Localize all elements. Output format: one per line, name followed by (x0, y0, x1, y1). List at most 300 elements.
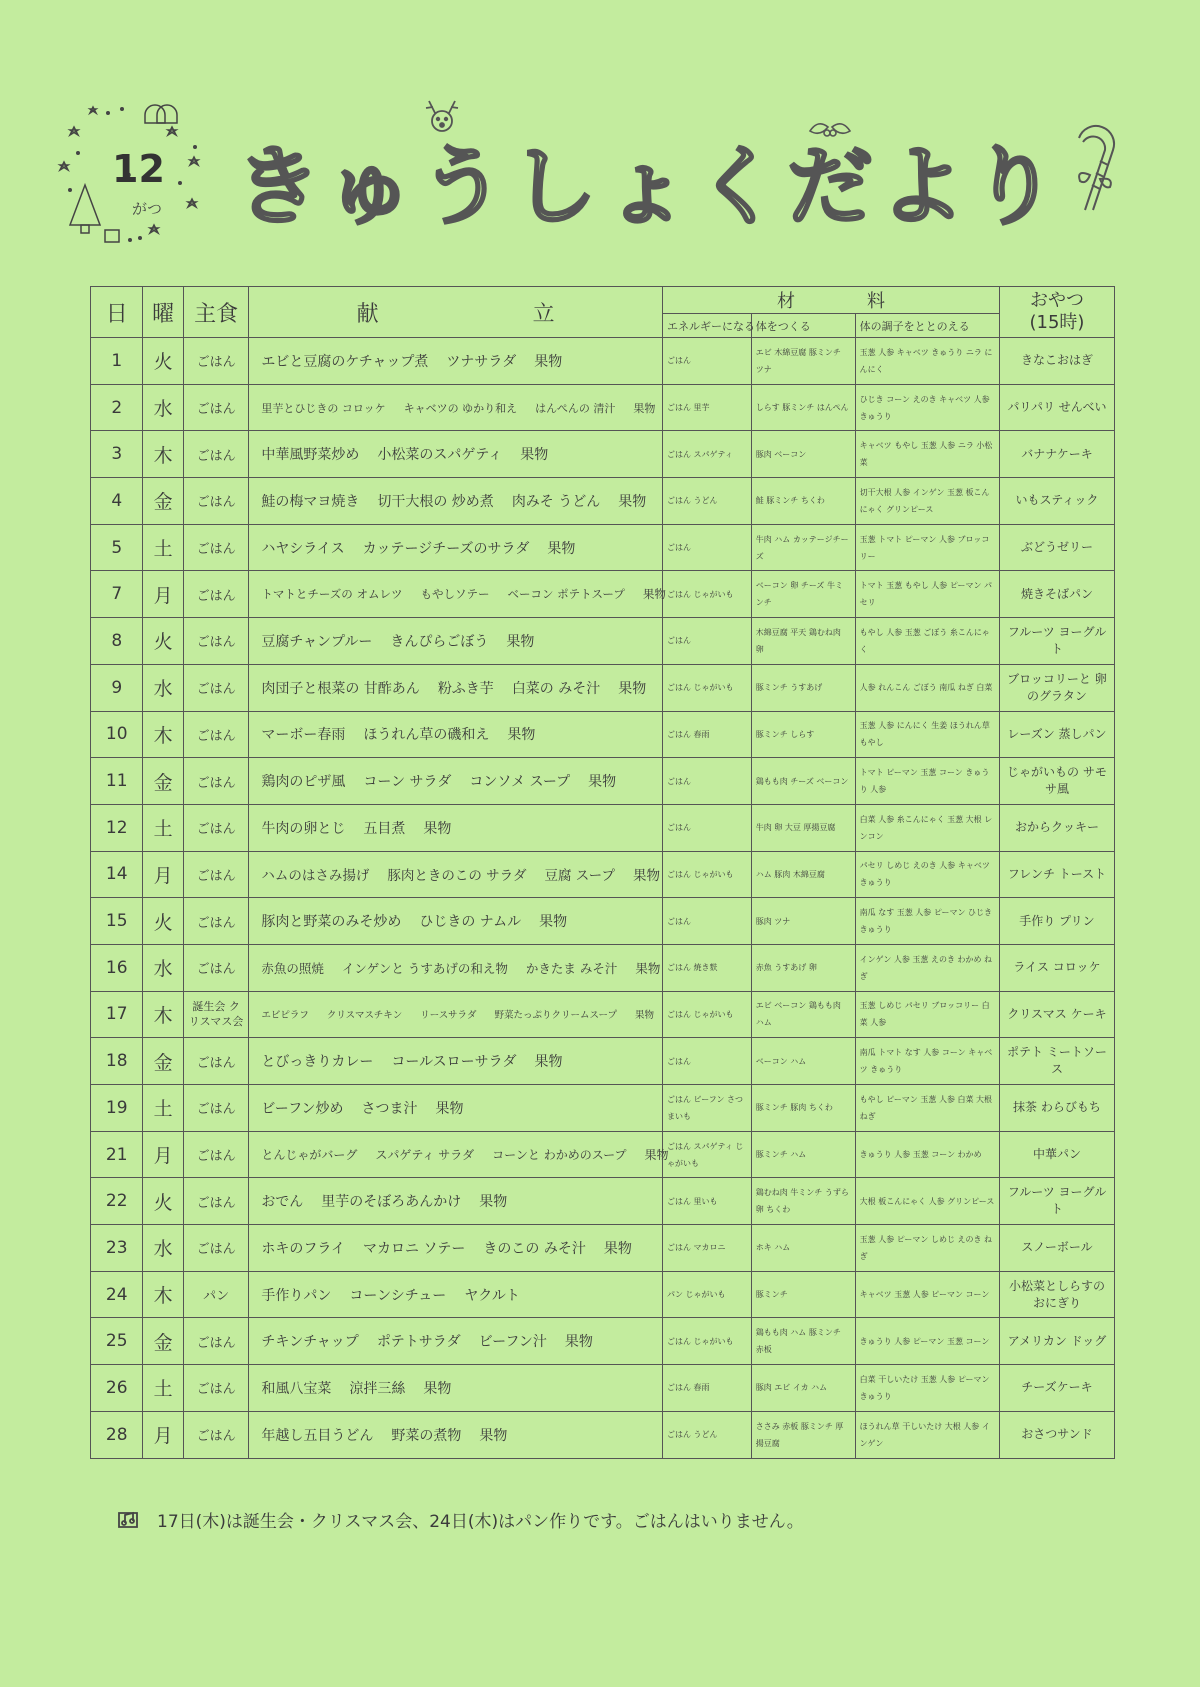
weekday-cell: 水 (143, 384, 183, 431)
dish-item: 中華風野菜炒め (261, 447, 360, 464)
body-ingredients-cell: ささみ 赤板 豚ミンチ 厚揚豆腐 (751, 1411, 855, 1458)
header-ingredients: 材 料 (662, 287, 999, 314)
month-unit-label: がつ (132, 200, 163, 218)
condition-ingredients-cell: 南瓜 トマト なす 人参 コーン キャベツ きゅうり (855, 1038, 999, 1085)
energy-ingredients-cell: ごはん ビーフン さつまいも (662, 1085, 751, 1132)
dish-item: 果物 (534, 353, 563, 370)
day-cell: 23 (91, 1225, 143, 1272)
dish-item: 肉みそ うどん (511, 493, 601, 510)
day-cell: 17 (91, 991, 143, 1038)
dish-item: ひじきの ナムル (419, 914, 522, 931)
dish-item: 果物 (642, 587, 666, 602)
dish-item: 豆腐 スープ (544, 868, 615, 885)
menu-row (91, 1318, 1115, 1365)
header-snack (999, 287, 1114, 338)
dish-item: 果物 (633, 401, 656, 415)
dish-item: きんぴらごぼう (390, 633, 489, 650)
day-cell: 22 (91, 1178, 143, 1225)
energy-ingredients-cell: ごはん 里いも (662, 1178, 751, 1225)
header-snack-time: (15時) (1029, 312, 1085, 333)
dish-item: 果物 (632, 868, 660, 885)
dish-list (261, 491, 658, 511)
dish-item: 果物 (635, 960, 661, 976)
header-condition: 体の調子をととのえる (855, 314, 999, 338)
energy-ingredients-cell: ごはん (662, 898, 751, 945)
snack-cell: パリパリ せんべい (999, 384, 1114, 431)
dish-item: ベーコン ポテトスープ (507, 587, 625, 602)
dish-item: マーボー春雨 (261, 727, 346, 744)
body-ingredients-cell: エビ 木綿豆腐 豚ミンチ ツナ (751, 338, 855, 385)
dish-item: 豆腐チャンプルー (261, 633, 373, 650)
header-snack-label: おやつ (1029, 290, 1084, 311)
staple-cell: ごはん (183, 1131, 249, 1178)
header-body: 体をつくる (751, 314, 855, 338)
dish-item: 野菜たっぷりクリームスープ (494, 1010, 618, 1022)
energy-ingredients-cell: ごはん (662, 758, 751, 805)
menu-cell (249, 711, 663, 758)
energy-ingredients-cell: ごはん スパゲティ (662, 431, 751, 478)
staple-cell: ごはん (183, 944, 249, 991)
condition-ingredients-cell: きゅうり 人参 ピーマン 玉葱 コーン (855, 1318, 999, 1365)
dish-item: トマトとチーズの オムレツ (261, 587, 403, 602)
day-cell: 4 (91, 478, 143, 525)
menu-row (91, 991, 1115, 1038)
day-cell: 12 (91, 804, 143, 851)
footer-note-area (115, 1505, 804, 1533)
day-cell: 15 (91, 898, 143, 945)
staple-cell: ごはん (183, 851, 249, 898)
menu-cell (249, 1318, 663, 1365)
body-ingredients-cell: 豚ミンチ しらす (751, 711, 855, 758)
dish-item: 里芋とひじきの コロッケ (261, 401, 386, 415)
menu-row (91, 1085, 1115, 1132)
body-ingredients-cell: 豚ミンチ 豚肉 ちくわ (751, 1085, 855, 1132)
energy-ingredients-cell: ごはん じゃがいも (662, 664, 751, 711)
energy-ingredients-cell: ごはん (662, 524, 751, 571)
day-cell: 11 (91, 758, 143, 805)
menu-cell (249, 1225, 663, 1272)
dish-item: 牛肉の卵とじ (261, 820, 346, 837)
menu-cell (249, 1178, 663, 1225)
condition-ingredients-cell: トマト 玉葱 もやし 人参 ピーマン パセリ (855, 571, 999, 618)
weekday-cell: 金 (143, 1038, 183, 1085)
reindeer-icon (420, 93, 464, 137)
dish-item: コーンと わかめのスープ (492, 1148, 627, 1163)
body-ingredients-cell: ベーコン 卵 チーズ 牛ミンチ (751, 571, 855, 618)
dish-item: クリスマスチキン (326, 1010, 403, 1022)
weekday-cell: 土 (143, 524, 183, 571)
snack-cell: 抹茶 わらびもち (999, 1085, 1114, 1132)
menu-row (91, 384, 1115, 431)
footer-note: 17日(木)は誕生会・クリスマス会、24日(木)はパン作りです。ごはんはいりません。 (157, 1511, 804, 1532)
energy-ingredients-cell: ごはん うどん (662, 1411, 751, 1458)
energy-ingredients-cell: ごはん うどん (662, 478, 751, 525)
condition-ingredients-cell: キャベツ もやし 玉葱 人参 ニラ 小松菜 (855, 431, 999, 478)
snack-cell: 小松菜としらすの おにぎり (999, 1271, 1114, 1318)
dish-item: 果物 (507, 727, 536, 744)
body-ingredients-cell: 豚肉 ベーコン (751, 431, 855, 478)
header-energy: エネルギーになる (662, 314, 751, 338)
menu-cell (249, 384, 663, 431)
day-cell: 19 (91, 1085, 143, 1132)
day-cell: 25 (91, 1318, 143, 1365)
weekday-cell: 金 (143, 478, 183, 525)
dish-list (261, 1098, 658, 1118)
dish-item: 果物 (423, 1380, 452, 1397)
dish-list (261, 959, 661, 977)
condition-ingredients-cell: 玉葱 トマト ピーマン 人参 ブロッコリー (855, 524, 999, 571)
weekday-cell: 土 (143, 1365, 183, 1412)
condition-ingredients-cell: 玉葱 しめじ パセリ ブロッコリー 白菜 人参 (855, 991, 999, 1038)
staple-cell: ごはん (183, 1085, 249, 1132)
staple-cell: 誕生会 クリスマス会 (183, 991, 249, 1038)
dish-item: 赤魚の照焼 (261, 960, 324, 976)
snack-cell: レーズン 蒸しパン (999, 711, 1114, 758)
dish-item: 果物 (618, 493, 647, 510)
snack-cell: 手作り プリン (999, 898, 1114, 945)
body-ingredients-cell: 鮭 豚ミンチ ちくわ (751, 478, 855, 525)
condition-ingredients-cell: きゅうり 人参 玉葱 コーン わかめ (855, 1131, 999, 1178)
body-ingredients-cell: 豚ミンチ ハム (751, 1131, 855, 1178)
staple-cell: ごはん (183, 1178, 249, 1225)
dish-item: 鮭の梅マヨ焼き (261, 493, 360, 510)
dish-item: 果物 (479, 1194, 508, 1211)
weekday-cell: 金 (143, 758, 183, 805)
body-ingredients-cell: 牛肉 ハム カッテージチーズ (751, 524, 855, 571)
day-cell: 9 (91, 664, 143, 711)
snack-cell: スノーボール (999, 1225, 1114, 1272)
dish-item: ビーフン炒め (261, 1100, 344, 1117)
dish-item: とんじゃがバーグ (261, 1148, 358, 1163)
menu-row (91, 524, 1115, 571)
staple-cell: ごはん (183, 431, 249, 478)
dish-item: 果物 (506, 633, 535, 650)
dish-list (261, 631, 658, 651)
dish-item: ビーフン汁 (478, 1334, 547, 1351)
dish-list (261, 678, 658, 698)
holly-icon (805, 113, 855, 143)
weekday-cell: 水 (143, 664, 183, 711)
menu-row (91, 804, 1115, 851)
menu-cell (249, 1411, 663, 1458)
menu-row (91, 571, 1115, 618)
day-cell: 26 (91, 1365, 143, 1412)
menu-cell (249, 1085, 663, 1132)
dish-item: はんぺんの 清汁 (535, 401, 616, 415)
dish-item: 切干大根の 炒め煮 (377, 493, 494, 510)
body-ingredients-cell: 豚ミンチ うすあげ (751, 664, 855, 711)
condition-ingredients-cell: 玉葱 人参 キャベツ きゅうり ニラ にんにく (855, 338, 999, 385)
staple-cell: ごはん (183, 1365, 249, 1412)
snack-cell: いもスティック (999, 478, 1114, 525)
menu-cell (249, 944, 663, 991)
day-cell: 2 (91, 384, 143, 431)
energy-ingredients-cell: ごはん じゃがいも (662, 991, 751, 1038)
dish-item: 果物 (539, 914, 568, 931)
menu-row (91, 898, 1115, 945)
condition-ingredients-cell: もやし ピーマン 玉葱 人参 白菜 大根 ねぎ (855, 1085, 999, 1132)
menu-row (91, 1131, 1115, 1178)
snack-cell: ブロッコリーと 卵のグラタン (999, 664, 1114, 711)
dish-item: エビと豆腐のケチャップ煮 (261, 353, 429, 370)
dish-item: きのこの みそ汁 (483, 1240, 586, 1257)
snack-cell: フルーツ ヨーグルト (999, 618, 1114, 665)
dish-item: 粉ふき芋 (437, 680, 494, 697)
dish-list (261, 818, 658, 838)
weekday-cell: 水 (143, 944, 183, 991)
energy-ingredients-cell: ごはん スパゲティ じゃがいも (662, 1131, 751, 1178)
weekday-cell: 木 (143, 991, 183, 1038)
day-cell: 24 (91, 1271, 143, 1318)
menu-row (91, 1271, 1115, 1318)
snack-cell: フルーツ ヨーグルト (999, 1178, 1114, 1225)
condition-ingredients-cell: 人参 れんこん ごぼう 南瓜 ねぎ 白菜 (855, 664, 999, 711)
dish-item: 和風八宝菜 (261, 1380, 332, 1397)
dish-item: 果物 (479, 1427, 508, 1444)
menu-cell (249, 1365, 663, 1412)
body-ingredients-cell: 牛肉 卵 大豆 厚揚豆腐 (751, 804, 855, 851)
dish-item: ヤクルト (464, 1287, 520, 1304)
menu-cell (249, 991, 663, 1038)
condition-ingredients-cell: キャベツ 玉葱 人参 ピーマン コーン (855, 1271, 999, 1318)
staple-cell: ごはん (183, 338, 249, 385)
day-cell: 7 (91, 571, 143, 618)
dish-item: 涼拌三絲 (349, 1380, 406, 1397)
weekday-cell: 土 (143, 804, 183, 851)
day-cell: 5 (91, 524, 143, 571)
dish-list (261, 1285, 658, 1305)
weekday-cell: 土 (143, 1085, 183, 1132)
weekday-cell: 火 (143, 1178, 183, 1225)
dish-item: コンソメ スープ (469, 774, 571, 791)
dish-item: 野菜の煮物 (391, 1427, 462, 1444)
snack-cell: クリスマス ケーキ (999, 991, 1114, 1038)
menu-row (91, 338, 1115, 385)
energy-ingredients-cell: ごはん (662, 618, 751, 665)
menu-row (91, 758, 1115, 805)
dish-item: 五目煮 (363, 820, 406, 837)
day-cell: 8 (91, 618, 143, 665)
dish-list (261, 1331, 658, 1351)
staple-cell: ごはん (183, 1225, 249, 1272)
dish-item: さつま汁 (361, 1100, 418, 1117)
body-ingredients-cell: ハム 豚肉 木綿豆腐 (751, 851, 855, 898)
condition-ingredients-cell: ほうれん草 干しいたけ 大根 人参 インゲン (855, 1411, 999, 1458)
dish-item: 手作りパン (261, 1287, 332, 1304)
dish-item: ツナサラダ (446, 353, 517, 370)
day-cell: 1 (91, 338, 143, 385)
body-ingredients-cell: しらす 豚ミンチ はんぺん (751, 384, 855, 431)
weekday-cell: 火 (143, 618, 183, 665)
energy-ingredients-cell: ごはん 春雨 (662, 1365, 751, 1412)
snack-cell: じゃがいもの サモサ風 (999, 758, 1114, 805)
dish-item: 果物 (534, 1054, 563, 1071)
snack-cell: フレンチ トースト (999, 851, 1114, 898)
menu-cell (249, 1038, 663, 1085)
weekday-cell: 月 (143, 1131, 183, 1178)
day-cell: 21 (91, 1131, 143, 1178)
snack-cell: ライス コロッケ (999, 944, 1114, 991)
dish-item: カッテージチーズのサラダ (362, 540, 530, 557)
condition-ingredients-cell: 白菜 干しいたけ 玉葱 人参 ピーマン きゅうり (855, 1365, 999, 1412)
staple-cell: ごはん (183, 524, 249, 571)
dish-item: 果物 (644, 1148, 669, 1163)
header-staple: 主食 (183, 287, 249, 338)
menu-row (91, 1411, 1115, 1458)
weekday-cell: 木 (143, 711, 183, 758)
dish-item: インゲンと うすあげの和え物 (341, 960, 508, 976)
candy-cane-icon (1060, 125, 1130, 215)
menu-row (91, 431, 1115, 478)
menu-cell (249, 664, 663, 711)
snack-cell: ぶどうゼリー (999, 524, 1114, 571)
dish-list (261, 400, 658, 416)
music-note-icon (115, 1505, 143, 1533)
dish-list (261, 1378, 658, 1398)
condition-ingredients-cell: ひじき コーン えのき キャベツ 人参 きゅうり (855, 384, 999, 431)
dish-list (261, 1051, 658, 1071)
dish-item: 果物 (618, 680, 647, 697)
staple-cell: パン (183, 1271, 249, 1318)
weekday-cell: 木 (143, 1271, 183, 1318)
dish-list (261, 1425, 658, 1445)
menu-table (90, 286, 1115, 1459)
dish-item: エビピラフ (261, 1010, 309, 1022)
staple-cell: ごはん (183, 1038, 249, 1085)
staple-cell: ごはん (183, 1318, 249, 1365)
menu-row (91, 1178, 1115, 1225)
weekday-cell: 月 (143, 1411, 183, 1458)
menu-cell (249, 898, 663, 945)
dish-list (261, 444, 658, 464)
snack-cell: 中華パン (999, 1131, 1114, 1178)
weekday-cell: 月 (143, 851, 183, 898)
menu-cell (249, 618, 663, 665)
dish-item: もやしソテー (420, 587, 490, 602)
condition-ingredients-cell: 切干大根 人参 インゲン 玉葱 板こんにゃく グリンピース (855, 478, 999, 525)
dish-item: チキンチャップ (261, 1334, 359, 1351)
body-ingredients-cell: 鶏もも肉 チーズ ベーコン (751, 758, 855, 805)
weekday-cell: 火 (143, 898, 183, 945)
snack-cell: きなこおはぎ (999, 338, 1114, 385)
condition-ingredients-cell: もやし 人参 玉葱 ごぼう 糸こんにゃく (855, 618, 999, 665)
dish-item: 果物 (635, 1010, 655, 1022)
weekday-cell: 金 (143, 1318, 183, 1365)
menu-row (91, 711, 1115, 758)
condition-ingredients-cell: インゲン 人参 玉葱 えのき わかめ ねぎ (855, 944, 999, 991)
dish-item: キャベツの ゆかり和え (403, 401, 518, 415)
dish-item: コールスローサラダ (391, 1054, 517, 1071)
weekday-cell: 水 (143, 1225, 183, 1272)
dish-item: 果物 (423, 820, 452, 837)
staple-cell: ごはん (183, 898, 249, 945)
menu-cell (249, 338, 663, 385)
staple-cell: ごはん (183, 384, 249, 431)
condition-ingredients-cell: 白菜 人参 糸こんにゃく 玉葱 大根 レンコン (855, 804, 999, 851)
staple-cell: ごはん (183, 758, 249, 805)
dish-item: 里芋のそぼろあんかけ (321, 1194, 462, 1211)
condition-ingredients-cell: 玉葱 人参 にんにく 生姜 ほうれん草 もやし (855, 711, 999, 758)
dish-item: ほうれん草の磯和え (363, 727, 490, 744)
body-ingredients-cell: 鶏むね肉 牛ミンチ うずら卵 ちくわ (751, 1178, 855, 1225)
dish-item: 果物 (564, 1334, 593, 1351)
dish-list (261, 1238, 658, 1258)
dish-item: かきたま みそ汁 (525, 960, 618, 976)
dish-item: 鶏肉のピザ風 (261, 774, 346, 791)
menu-row (91, 664, 1115, 711)
staple-cell: ごはん (183, 478, 249, 525)
dish-item: 果物 (435, 1100, 464, 1117)
body-ingredients-cell: 木綿豆腐 平天 鶏むね肉 卵 (751, 618, 855, 665)
energy-ingredients-cell: ごはん じゃがいも (662, 571, 751, 618)
dish-item: 肉団子と根菜の 甘酢あん (261, 680, 420, 697)
dish-item: 果物 (588, 774, 617, 791)
staple-cell: ごはん (183, 711, 249, 758)
menu-cell (249, 758, 663, 805)
dish-item: リースサラダ (420, 1010, 477, 1022)
body-ingredients-cell: ベーコン ハム (751, 1038, 855, 1085)
energy-ingredients-cell: ごはん 里芋 (662, 384, 751, 431)
condition-ingredients-cell: 大根 板こんにゃく 人参 グリンピース (855, 1178, 999, 1225)
menu-cell (249, 1131, 669, 1178)
energy-ingredients-cell: ごはん (662, 804, 751, 851)
energy-ingredients-cell: ごはん じゃがいも (662, 851, 751, 898)
dish-item: ポテトサラダ (376, 1334, 461, 1351)
condition-ingredients-cell: 玉葱 人参 ピーマン しめじ えのき ねぎ (855, 1225, 999, 1272)
menu-cell (249, 851, 663, 898)
condition-ingredients-cell: トマト ピーマン 玉葱 コーン きゅうり 人参 (855, 758, 999, 805)
day-cell: 18 (91, 1038, 143, 1085)
dish-list (261, 538, 658, 558)
menu-cell (249, 1271, 663, 1318)
staple-cell: ごはん (183, 804, 249, 851)
dish-item: おでん (261, 1194, 304, 1211)
menu-row (91, 944, 1115, 991)
dish-list (261, 1007, 658, 1021)
dish-item: ハヤシライス (261, 540, 345, 557)
weekday-cell: 木 (143, 431, 183, 478)
dish-list (261, 911, 658, 931)
header-weekday: 曜 (143, 287, 183, 338)
staple-cell: ごはん (183, 571, 249, 618)
menu-row (91, 1225, 1115, 1272)
dish-list (261, 1191, 658, 1211)
dish-list (261, 1146, 669, 1163)
snack-cell: おからクッキー (999, 804, 1114, 851)
dish-item: ハムのはさみ揚げ (261, 868, 370, 885)
dish-item: スパゲティ サラダ (375, 1148, 475, 1163)
energy-ingredients-cell: ごはん 焼き麩 (662, 944, 751, 991)
body-ingredients-cell: 豚肉 ツナ (751, 898, 855, 945)
energy-ingredients-cell: ごはん 春雨 (662, 711, 751, 758)
snack-cell: 焼きそばパン (999, 571, 1114, 618)
body-ingredients-cell: 豚ミンチ (751, 1271, 855, 1318)
dish-item: 年越し五目うどん (261, 1427, 374, 1444)
snack-cell: ポテト ミートソース (999, 1038, 1114, 1085)
day-cell: 16 (91, 944, 143, 991)
header (50, 95, 1150, 265)
dish-item: マカロニ ソテー (362, 1240, 466, 1257)
day-cell: 14 (91, 851, 143, 898)
dish-list (261, 351, 658, 371)
menu-row (91, 1038, 1115, 1085)
condition-ingredients-cell: パセリ しめじ えのき 人参 キャベツ きゅうり (855, 851, 999, 898)
weekday-cell: 火 (143, 338, 183, 385)
dish-item: 白菜の みそ汁 (511, 680, 601, 697)
snack-cell: チーズケーキ (999, 1365, 1114, 1412)
menu-row (91, 1365, 1115, 1412)
dish-item: 小松菜のスパゲティ (377, 447, 503, 464)
